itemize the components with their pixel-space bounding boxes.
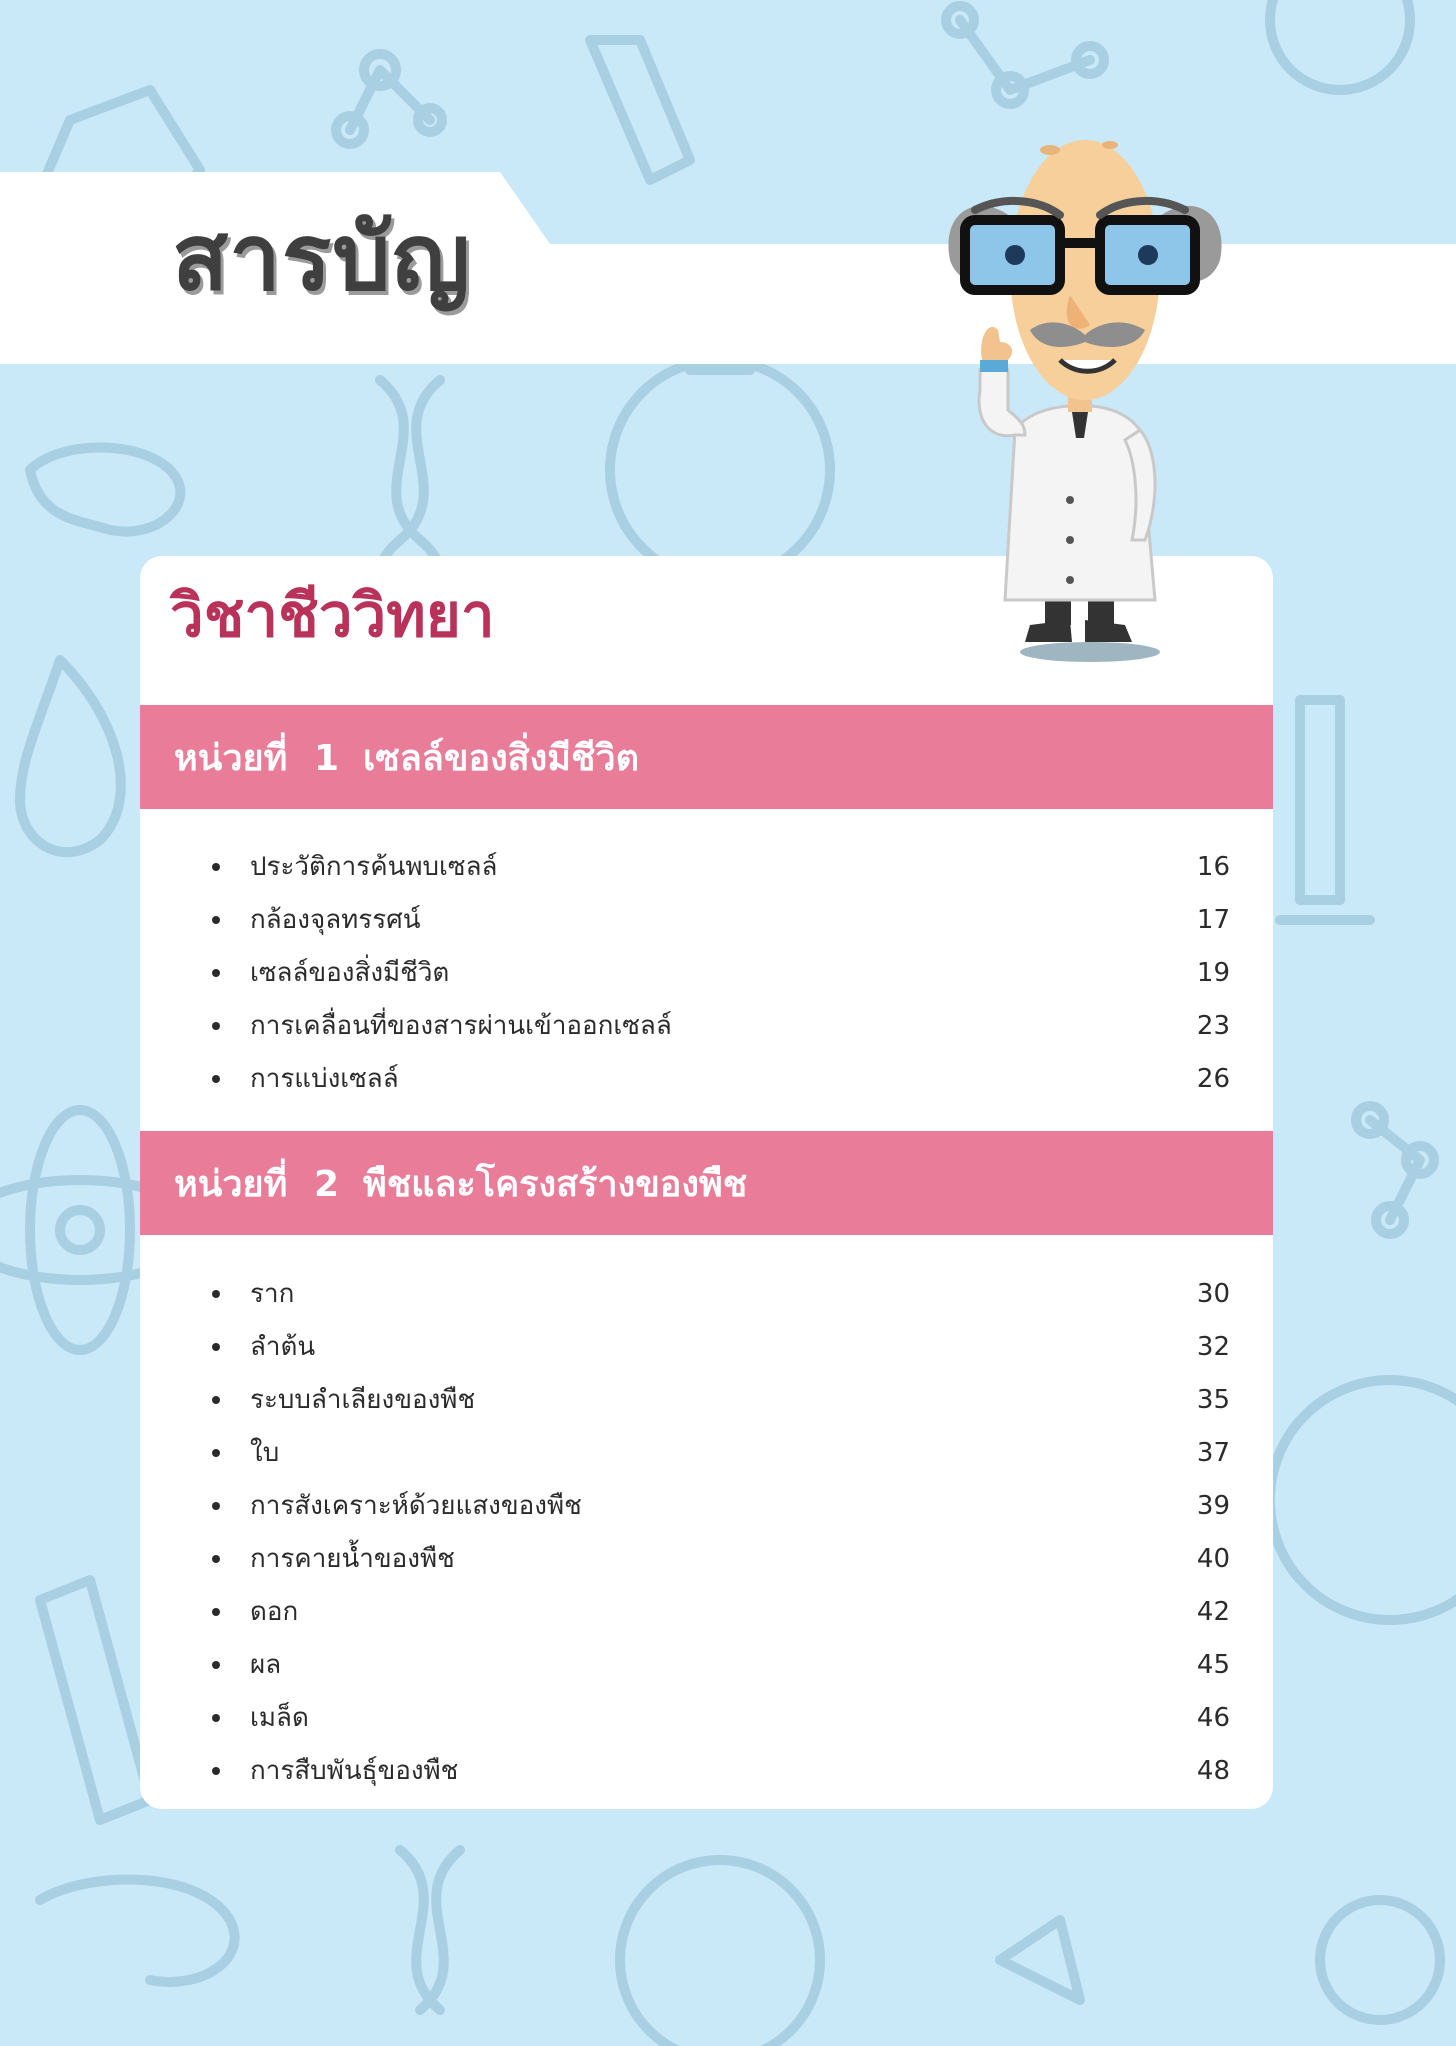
unit-1-toc-list bbox=[140, 840, 1273, 1105]
toc-item-label: การสืบพันธุ์ของพืช bbox=[250, 1756, 459, 1786]
toc-item[interactable] bbox=[140, 1479, 1273, 1532]
bullet-icon bbox=[212, 1343, 220, 1351]
toc-item[interactable] bbox=[140, 1052, 1273, 1105]
unit-1-label bbox=[174, 729, 339, 786]
toc-item-page: 17 bbox=[1196, 904, 1230, 935]
toc-item-page: 30 bbox=[1196, 1278, 1230, 1309]
bullet-icon bbox=[212, 1290, 220, 1298]
toc-item-page: 23 bbox=[1196, 1010, 1230, 1041]
toc-item-page: 48 bbox=[1196, 1755, 1230, 1786]
toc-item-page: 19 bbox=[1196, 957, 1230, 988]
toc-item-label: ใบ bbox=[250, 1438, 280, 1468]
subject-title: วิชาชีววิทยา bbox=[170, 581, 495, 651]
toc-item-label: ประวัติการค้นพบเซลล์ bbox=[250, 852, 498, 882]
bullet-icon bbox=[212, 863, 220, 871]
toc-item-label: ระบบลำเลียงของพืช bbox=[250, 1385, 476, 1415]
toc-item-page: 40 bbox=[1196, 1543, 1230, 1574]
toc-item[interactable] bbox=[140, 1638, 1273, 1691]
unit-1-number: 1 bbox=[313, 737, 339, 779]
toc-item-label: เซลล์ของสิ่งมีชีวิต bbox=[250, 958, 450, 988]
page-title: สารบัญ bbox=[172, 204, 472, 311]
unit-2-header bbox=[140, 1131, 1273, 1235]
bullet-icon bbox=[212, 1075, 220, 1083]
toc-item-label: การแบ่งเซลล์ bbox=[250, 1064, 399, 1094]
toc-item-page: 26 bbox=[1196, 1063, 1230, 1094]
toc-item-label: ลำต้น bbox=[250, 1332, 316, 1362]
toc-item[interactable] bbox=[140, 1426, 1273, 1479]
unit-1-name: เซลล์ของสิ่งมีชีวิต bbox=[363, 737, 639, 779]
scientist-mascot bbox=[920, 120, 1240, 665]
toc-item[interactable] bbox=[140, 1267, 1273, 1320]
toc-item-page: 39 bbox=[1196, 1490, 1230, 1521]
unit-2-number: 2 bbox=[313, 1163, 339, 1205]
toc-item-page: 35 bbox=[1196, 1384, 1230, 1415]
unit-1-header bbox=[140, 705, 1273, 809]
toc-item-label: การคายน้ำของพืช bbox=[250, 1544, 455, 1574]
toc-item-page: 45 bbox=[1196, 1649, 1230, 1680]
toc-item-label: ผล bbox=[250, 1650, 282, 1680]
bullet-icon bbox=[212, 969, 220, 977]
toc-item[interactable] bbox=[140, 1585, 1273, 1638]
toc-item-page: 32 bbox=[1196, 1331, 1230, 1362]
toc-item[interactable] bbox=[140, 893, 1273, 946]
toc-item[interactable] bbox=[140, 1744, 1273, 1797]
bullet-icon bbox=[212, 1502, 220, 1510]
toc-item-label: กล้องจุลทรรศน์ bbox=[250, 905, 421, 935]
unit-2-toc-list bbox=[140, 1267, 1273, 1797]
toc-item[interactable] bbox=[140, 999, 1273, 1052]
bullet-icon bbox=[212, 1714, 220, 1722]
bullet-icon bbox=[212, 916, 220, 924]
toc-item[interactable] bbox=[140, 1373, 1273, 1426]
unit-2-label bbox=[174, 1155, 339, 1212]
bullet-icon bbox=[212, 1608, 220, 1616]
toc-item[interactable] bbox=[140, 840, 1273, 893]
toc-item-label: การสังเคราะห์ด้วยแสงของพืช bbox=[250, 1491, 582, 1521]
bullet-icon bbox=[212, 1767, 220, 1775]
bullet-icon bbox=[212, 1022, 220, 1030]
bullet-icon bbox=[212, 1449, 220, 1457]
bullet-icon bbox=[212, 1396, 220, 1404]
toc-item-page: 16 bbox=[1196, 851, 1230, 882]
toc-item-page: 42 bbox=[1196, 1596, 1230, 1627]
toc-item-label: การเคลื่อนที่ของสารผ่านเข้าออกเซลล์ bbox=[250, 1011, 672, 1041]
toc-card bbox=[140, 556, 1273, 1809]
bullet-icon bbox=[212, 1661, 220, 1669]
toc-item[interactable] bbox=[140, 946, 1273, 999]
toc-item[interactable] bbox=[140, 1532, 1273, 1585]
toc-item-page: 37 bbox=[1196, 1437, 1230, 1468]
toc-item-label: เมล็ด bbox=[250, 1703, 309, 1733]
bullet-icon bbox=[212, 1555, 220, 1563]
toc-item-label: ราก bbox=[250, 1279, 295, 1309]
unit-1-word: หน่วยที่ bbox=[174, 737, 288, 779]
toc-item[interactable] bbox=[140, 1691, 1273, 1744]
toc-item-page: 46 bbox=[1196, 1702, 1230, 1733]
unit-2-word: หน่วยที่ bbox=[174, 1163, 288, 1205]
toc-item-label: ดอก bbox=[250, 1597, 299, 1627]
toc-item[interactable] bbox=[140, 1320, 1273, 1373]
unit-2-name: พืชและโครงสร้างของพืช bbox=[363, 1163, 748, 1205]
